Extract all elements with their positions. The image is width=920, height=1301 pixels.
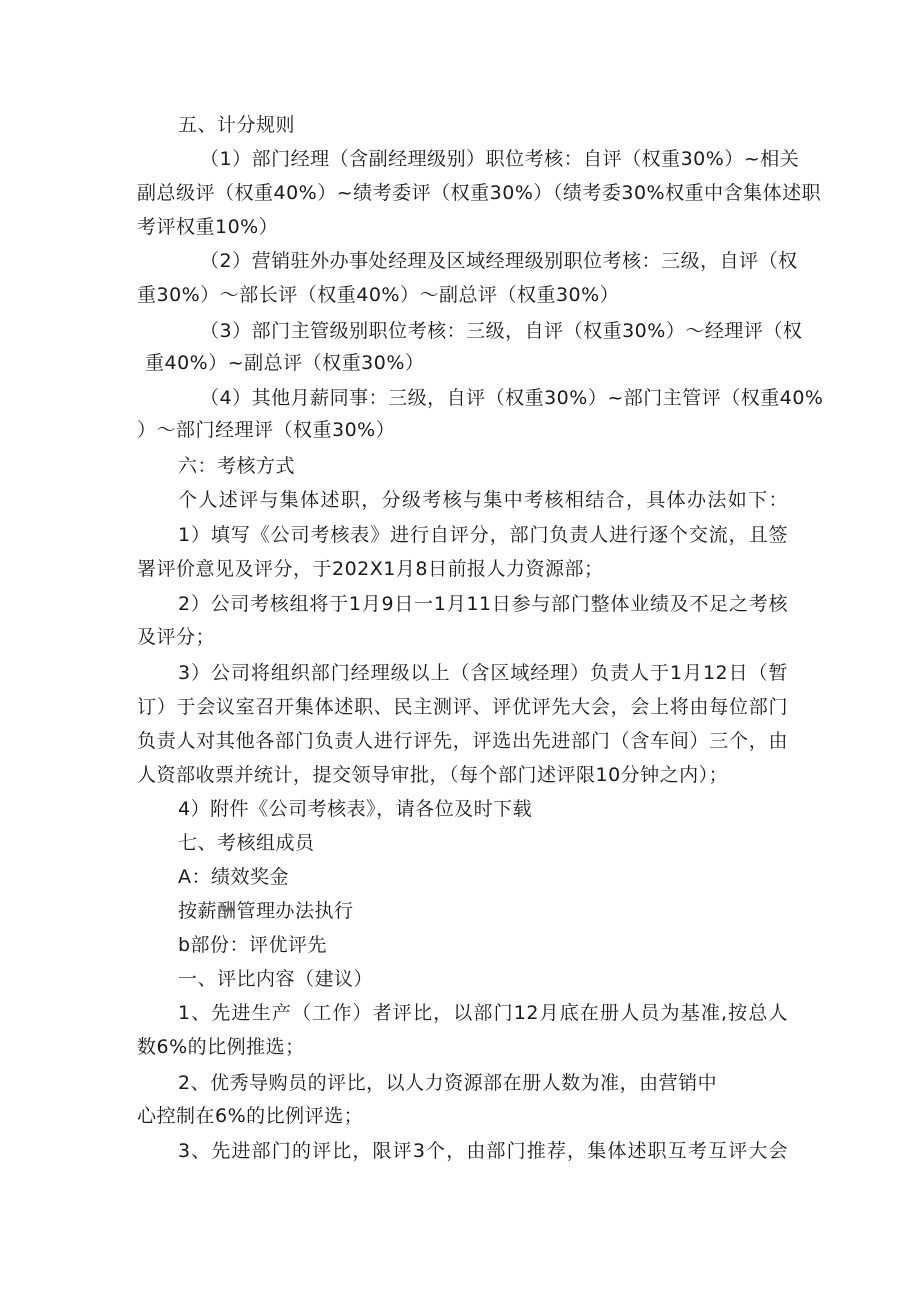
subheading-performance-bonus: A：绩效奖金 (178, 866, 289, 888)
paragraph-line: 考评权重10%） (137, 216, 279, 238)
subheading-excellence-selection: b部份：评优评先 (178, 934, 328, 956)
paragraph-line: 3、先进部门的评比，限评3个，由部门推荐，集体述职互考互评大会 (178, 1140, 788, 1162)
paragraph-line: 及评分； (137, 626, 216, 648)
section-heading-assessment-team: 七、考核组成员 (178, 832, 315, 854)
section-heading-selection-content: 一、评比内容（建议） (178, 968, 374, 990)
paragraph-line: 按薪酬管理办法执行 (178, 900, 354, 922)
paragraph-line: （4）其他月薪同事：三级，自评（权重30%）~部门主管评（权重40% (200, 387, 824, 409)
section-heading-scoring-rules: 五、计分规则 (178, 114, 296, 136)
paragraph-line: 2、优秀导购员的评比，以人力资源部在册人数为准，由营销中 (178, 1072, 718, 1094)
paragraph-line: 署评价意见及评分，于202X1月8日前报人力资源部； (137, 558, 604, 580)
paragraph-line: 副总级评（权重40%）~绩考委评（权重30%）（绩考委30%权重中含集体述职 (137, 182, 822, 204)
paragraph-line: 重40%）~副总评（权重30%） (145, 352, 425, 374)
paragraph-line: 订）于会议室召开集体述职、民主测评、评优评先大会，会上将由每位部门 (137, 696, 788, 718)
paragraph-line: （2）营销驻外办事处经理及区域经理级别职位考核：三级，自评（权 (200, 250, 798, 272)
paragraph-line: 3）公司将组织部门经理级以上（含区域经理）负责人于1月12日（暂 (178, 662, 788, 684)
paragraph-line: ）～部门经理评（权重30%） (137, 419, 396, 441)
paragraph-line: 1、先进生产（工作）者评比，以部门12月底在册人员为基准,按总人 (178, 1002, 788, 1024)
paragraph-line: 负责人对其他各部门负责人进行评先，评选出先进部门（含车间）三个，由 (137, 730, 788, 752)
paragraph-line: 人资部收票并统计，提交领导审批，（每个部门述评限10分钟之内）； (137, 764, 729, 786)
section-heading-assessment-method: 六：考核方式 (178, 455, 296, 477)
paragraph-line: 数6%的比例推选； (137, 1036, 305, 1058)
paragraph-line: （1）部门经理（含副经理级别）职位考核：自评（权重30%）~相关 (200, 148, 800, 170)
paragraph-line: 重30%）～部长评（权重40%）～副总评（权重30%） (137, 284, 620, 306)
paragraph-line: 心控制在6%的比例评选； (137, 1105, 364, 1127)
paragraph-line: 1）填写《公司考核表》进行自评分，部门负责人进行逐个交流，且签 (178, 524, 788, 546)
paragraph-line: 个人述评与集体述职，分级考核与集中考核相结合，具体办法如下： (178, 489, 788, 511)
paragraph-line: （3）部门主管级别职位考核：三级，自评（权重30%）～经理评（权 (200, 320, 803, 342)
paragraph-line: 2）公司考核组将于1月9日一1月11日参与部门整体业绩及不足之考核 (178, 593, 788, 615)
paragraph-line: 4）附件《公司考核表》，请各位及时下载 (178, 798, 533, 820)
